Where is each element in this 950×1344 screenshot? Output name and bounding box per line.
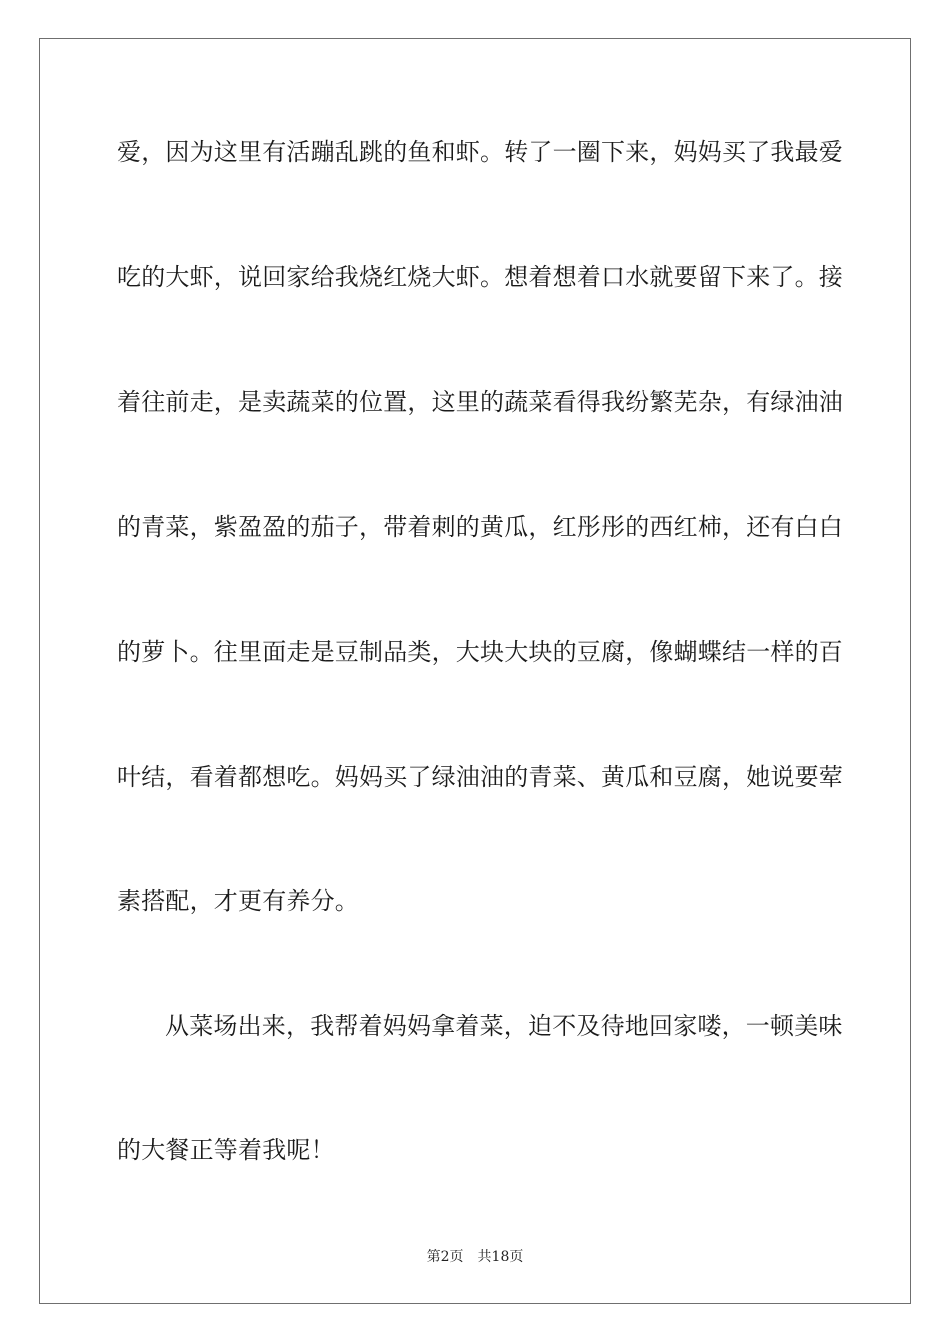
text-line-4: 的青菜，紫盈盈的茄子，带着刺的黄瓜，红彤彤的西红柿，还有白白 xyxy=(117,513,843,541)
page-frame xyxy=(39,38,911,1304)
text-line-5: 的萝卜。往里面走是豆制品类，大块大块的豆腐，像蝴蝶结一样的百 xyxy=(117,638,843,666)
text-line-3: 着往前走，是卖蔬菜的位置，这里的蔬菜看得我纷繁芜杂，有绿油油 xyxy=(117,388,843,416)
text-line-7: 素搭配，才更有养分。 xyxy=(117,887,359,915)
text-line-6: 叶结，看着都想吃。妈妈买了绿油油的青菜、黄瓜和豆腐，她说要荤 xyxy=(117,763,843,791)
page-footer xyxy=(0,1248,950,1266)
text-line-9: 的大餐正等着我呢！ xyxy=(117,1136,335,1164)
page-number: 第2页 xyxy=(426,1249,464,1265)
text-line-1: 爱，因为这里有活蹦乱跳的鱼和虾。转了一圈下来，妈妈买了我最爱 xyxy=(117,138,843,166)
total-pages: 共18页 xyxy=(477,1249,524,1265)
text-line-2: 吃的大虾，说回家给我烧红烧大虾。想着想着口水就要留下来了。接 xyxy=(117,263,843,291)
paragraph-indented-line: 从菜场出来，我帮着妈妈拿着菜，迫不及待地回家喽，一顿美味 xyxy=(165,1012,843,1040)
